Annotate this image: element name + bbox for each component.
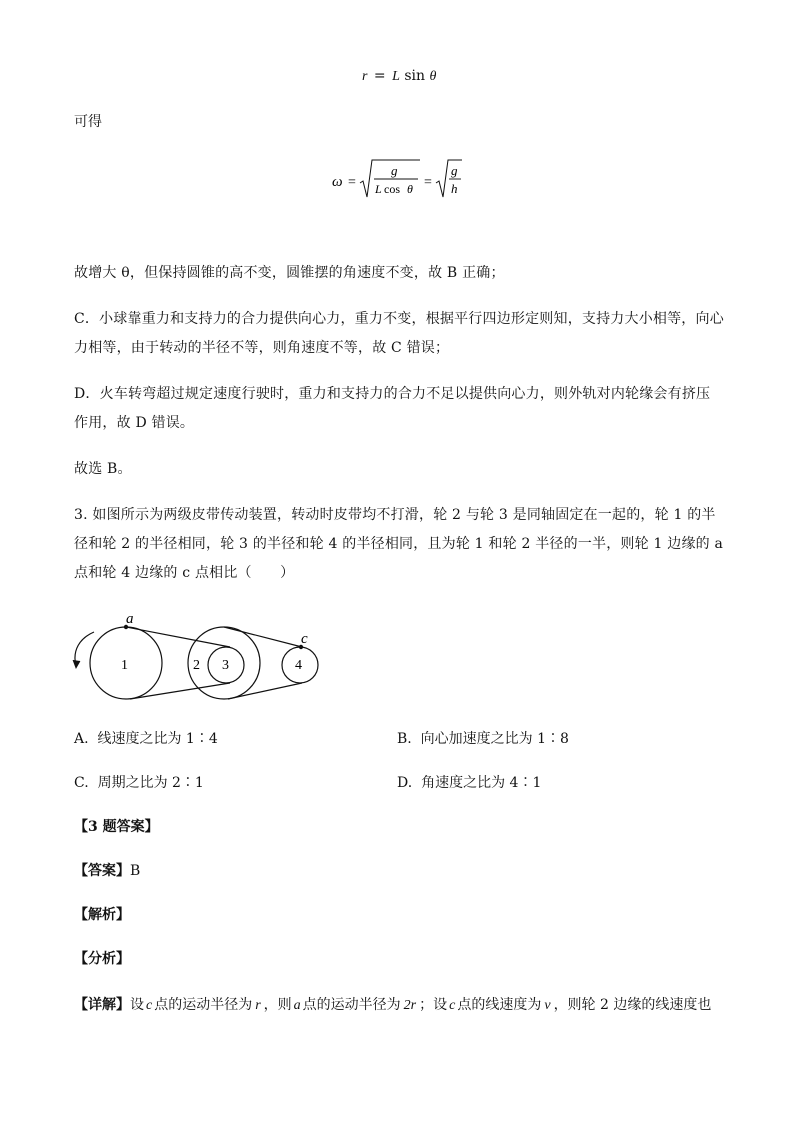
detail-line (74, 995, 711, 1016)
detail-var: v (544, 998, 551, 1013)
answer-value: B (130, 863, 141, 879)
formula-var: θ (429, 69, 437, 84)
conclusion: 故选 B。 (74, 461, 132, 477)
formula-eq: = (424, 175, 432, 190)
detail-text: ，则轮 2 边缘的线速度也 (553, 997, 712, 1013)
detail-text: 点的运动半径为 (302, 997, 401, 1013)
choice-text: 角速度之比为 4∶1 (421, 775, 542, 791)
analysis-tag: 【解析】 (74, 907, 130, 923)
detail-var: 2r (403, 998, 417, 1013)
detail-text: 点的线速度为 (457, 997, 542, 1013)
formula-var: L (375, 182, 382, 196)
choice-label: A. (74, 731, 89, 747)
choice-label: D. (397, 775, 413, 791)
detail-tag: 【详解】 (74, 997, 130, 1013)
choice-text: 周期之比为 2∶1 (97, 775, 204, 791)
choice-text: 线速度之比为 1∶4 (97, 731, 218, 747)
label-wheel-3: 3 (222, 658, 229, 673)
paragraph-b: 故增大 θ，但保持圆锥的高不变，圆锥摆的角速度不变，故 B 正确； (74, 265, 505, 281)
belt-line (126, 627, 230, 647)
label-wheel-4: 4 (295, 658, 302, 673)
fenxi-tag: 【分析】 (74, 951, 130, 967)
formula-omega (330, 155, 470, 205)
formula-var: ω (332, 174, 343, 190)
detail-var: r (255, 998, 261, 1013)
belt-diagram (64, 610, 324, 710)
detail-text: ；设 (419, 997, 448, 1013)
formula-num: g (451, 163, 458, 178)
choice-label: C. (74, 775, 89, 791)
choice-b (397, 729, 569, 749)
choice-text: 向心加速度之比为 1∶8 (420, 731, 569, 747)
choice-d (397, 773, 541, 793)
belt-line (130, 683, 230, 699)
belt-line (224, 627, 302, 647)
answer-line (74, 861, 140, 881)
label-c: c (301, 631, 308, 647)
formula-num: g (391, 163, 398, 178)
formula-den: h (451, 181, 458, 196)
choice-label: B. (397, 731, 412, 747)
detail-var: c (146, 998, 153, 1013)
formula-r (362, 66, 436, 87)
formula-var: θ (407, 182, 413, 196)
arrowhead-icon (73, 660, 80, 668)
label-wheel-2: 2 (193, 658, 200, 673)
paragraph-c: C．小球靠重力和支持力的合力提供向心力，重力不变，根据平行四边形定则知，支持力大小相等，向心力相等，由于转动的半径不等，则角速度不等，故 C 错误； (74, 311, 724, 356)
detail-text: 点的运动半径为 (154, 997, 253, 1013)
label-wheel-1: 1 (121, 658, 128, 673)
detail-text: 设 (130, 997, 144, 1013)
paragraph-d: D．火车转弯超过规定速度行驶时，重力和支持力的合力不足以提供向心力，则外轨对内轮缘会有挤压作用，故 D 错误。 (74, 386, 711, 431)
answer-tag: 【答案】 (74, 863, 130, 879)
formula-var: L (392, 69, 400, 84)
choice-c (74, 773, 204, 793)
answer-header: 【3 题答案】 (74, 819, 159, 835)
text-kede: 可得 (74, 114, 102, 130)
detail-var: a (293, 998, 301, 1013)
detail-var: c (449, 998, 456, 1013)
formula-fn: sin (404, 68, 426, 84)
detail-text: ，则 (263, 997, 292, 1013)
label-a: a (126, 611, 134, 627)
choice-a (74, 729, 218, 749)
radical-sign (436, 160, 462, 197)
formula-eq: = (348, 175, 356, 190)
formula-var: r (362, 69, 368, 84)
formula-fn: cos (384, 182, 400, 196)
formula-eq: = (373, 68, 386, 84)
question-3: 3. 如图所示为两级皮带传动装置，转动时皮带均不打滑，轮 2 与轮 3 是同轴固定在一起的，轮 1 的半径和轮 2 的半径相同，轮 3 的半径和轮 4 的半径相同，且为轮 1 和轮 2 半径的一半，则轮 1 边缘的 a 点和轮 4 边缘的 c 点相比（ ） (74, 507, 724, 581)
belt-line (228, 683, 302, 699)
